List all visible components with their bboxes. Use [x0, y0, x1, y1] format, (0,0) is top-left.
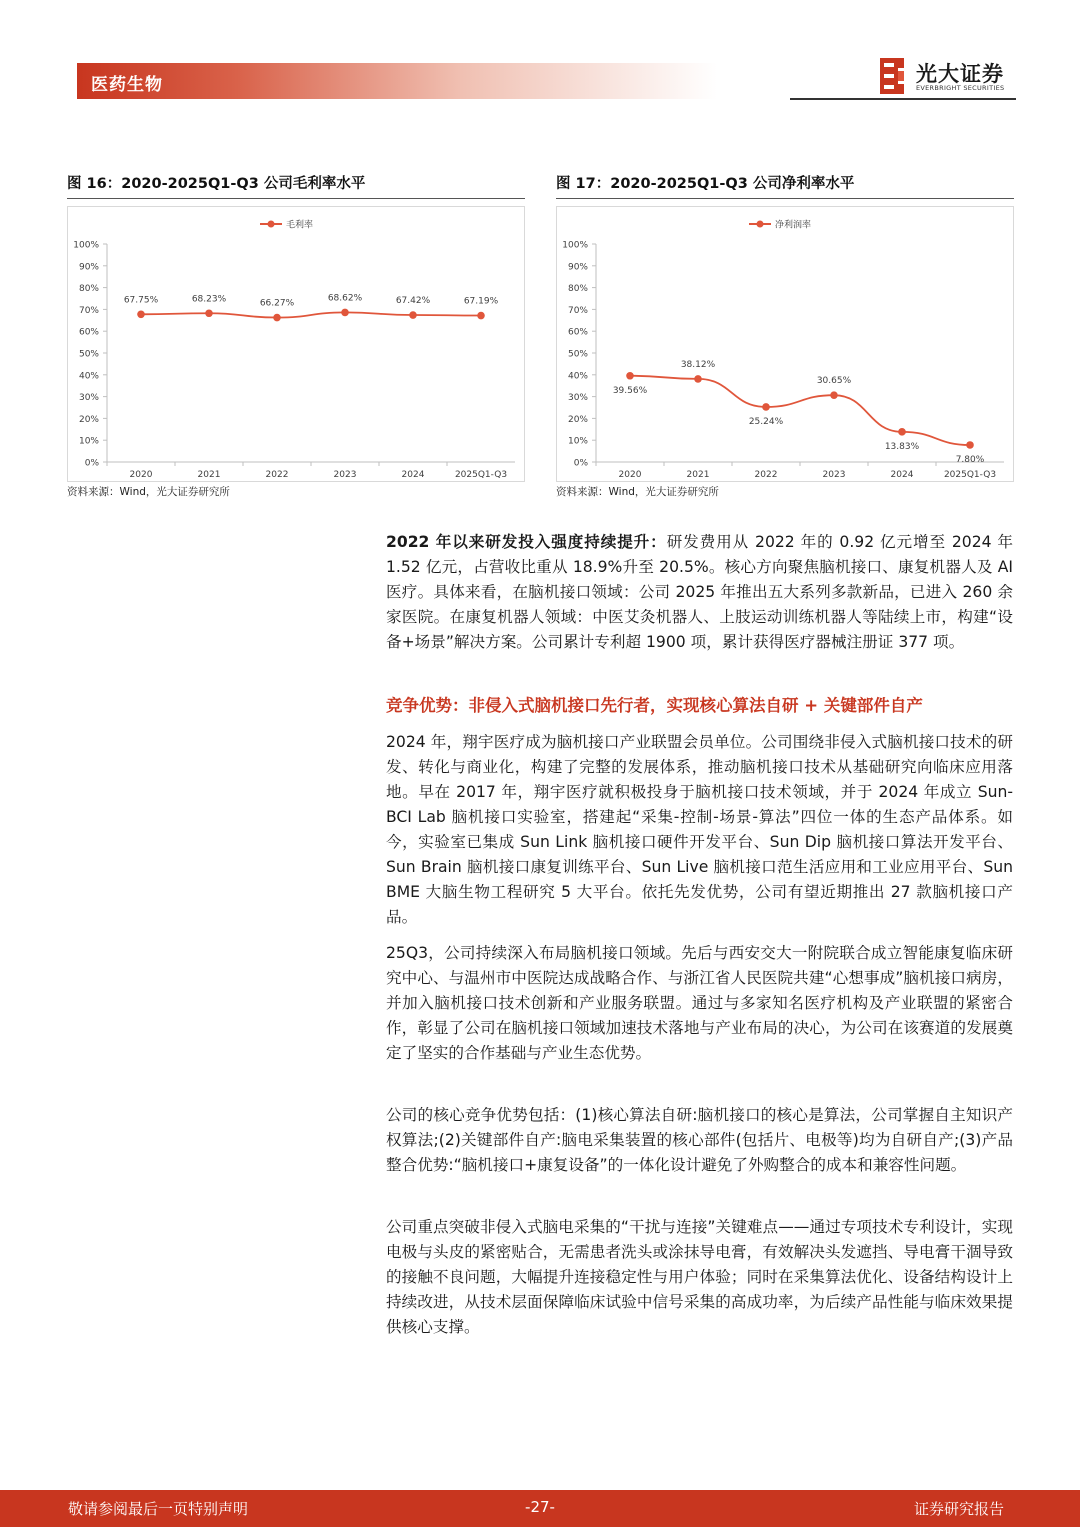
data-label: 7.80%: [955, 454, 985, 465]
data-point: [898, 428, 906, 436]
data-point: [830, 391, 838, 399]
data-label: 66.27%: [259, 298, 295, 309]
y-tick-label: 70%: [78, 305, 99, 316]
y-tick-label: 0%: [84, 458, 99, 469]
net-margin-chart: [556, 206, 1014, 482]
x-tick-label: 2023: [333, 470, 357, 480]
data-point: [205, 309, 213, 317]
y-tick-label: 40%: [78, 371, 99, 382]
x-tick-label: 2022: [754, 470, 778, 480]
legend-marker: [757, 221, 764, 228]
y-tick-label: 40%: [567, 371, 588, 382]
paragraph-bci-history-text: 2024 年，翔宇医疗成为脑机接口产业联盟会员单位。公司围绕非侵入式脑机接口技术的研发、转化与商业化，构建了完整的发展体系，推动脑机接口技术从基础研究向临床应用落地。早在 2017 年，翔宇医疗就积极投身于脑机接口技术领域，并于 2024 年成立 Sun-BCI Lab 脑机接口实验室，搭建起“采集-控制-场景-算法”四位一体的生态产品体系。如今，实验室已集成 Sun Link 脑机接口硬件开发平台、Sun Dip 脑机接口算法开发平台、Sun Brain 脑机接口康复训练平台、Sun Live 脑机接口范生活应用和工业应用平台、Sun BME 大脑生物工程研究 5 大平台。依托先发优势，公司有望近期推出 27 款脑机接口产品。: [386, 733, 1013, 926]
figure-17-source: 资料来源：Wind，光大证券研究所: [556, 486, 719, 498]
x-tick-label: 2023: [822, 470, 846, 480]
paragraph-rd-text: 研发费用从 2022 年的 0.92 亿元增至 2024 年 1.52 亿元，占营收比重从 18.9%升至 20.5%。核心方向聚焦脑机接口、康复机器人及 AI 医疗。具体来看，在脑机接口领域：公司 2025 年推出五大系列多款新品，已进入 260 余家医院。在康复机器人领域：中医艾灸机器人、上肢运动训练机器人等陆续上市，构建“设备+场景”解决方案。公司累计专利超 1900 项，累计获得医疗器械注册证 377 项。: [386, 533, 1013, 651]
data-point: [477, 312, 485, 320]
x-tick-label: 2022: [265, 470, 289, 480]
x-tick-label: 2024: [890, 470, 914, 480]
gross-margin-chart: [67, 206, 525, 482]
section-heading-competitive-advantage: 竞争优势：非侵入式脑机接口先行者，实现核心算法自研 + 关键部件自产: [386, 696, 923, 715]
figure-17-title: 图 17：2020-2025Q1-Q3 公司净利率水平: [556, 170, 1014, 199]
data-point: [341, 309, 349, 317]
y-tick-label: 90%: [567, 262, 588, 273]
company-logo: [878, 56, 1018, 96]
y-tick-label: 20%: [567, 414, 588, 425]
legend-marker: [268, 221, 275, 228]
data-point: [694, 375, 702, 383]
data-label: 67.42%: [395, 296, 431, 307]
paragraph-rd-investment: [386, 530, 1013, 655]
y-tick-label: 10%: [78, 436, 99, 447]
y-tick-label: 90%: [78, 262, 99, 273]
footer-report-type: 证券研究报告: [913, 1500, 1004, 1518]
data-label: 67.19%: [463, 296, 499, 307]
y-tick-label: 0%: [573, 458, 588, 469]
paragraph-core-advantages-text: 公司的核心竞争优势包括：(1)核心算法自研:脑机接口的核心是算法，公司掌握自主知识产权算法;(2)关键部件自产:脑电采集装置的核心部件(包括片、电极等)均为自研自产;(3)产品整合优势:“脑机接口+康复设备”的一体化设计避免了外购整合的成本和兼容性问题。: [386, 1106, 1013, 1174]
section-banner: [77, 63, 717, 99]
x-tick-label: 2025Q1-Q3: [943, 470, 997, 480]
y-tick-label: 60%: [78, 327, 99, 338]
data-label: 38.12%: [680, 359, 716, 370]
data-point: [273, 314, 281, 322]
y-tick-label: 80%: [567, 284, 588, 295]
data-label: 67.75%: [123, 295, 159, 306]
data-label: 39.56%: [612, 385, 648, 396]
data-point: [409, 311, 417, 319]
header-divider: [790, 98, 1016, 100]
paragraph-eeg-breakthrough: [386, 1215, 1013, 1340]
logo-english-name: EVERBRIGHT SECURITIES: [916, 84, 1005, 92]
y-tick-label: 10%: [567, 436, 588, 447]
paragraph-core-advantages: [386, 1103, 1013, 1178]
data-label: 30.65%: [816, 376, 852, 387]
data-label: 68.23%: [191, 294, 227, 305]
figure-16-source: 资料来源：Wind，光大证券研究所: [67, 486, 230, 498]
everbright-logo-icon: [878, 58, 906, 94]
y-tick-label: 20%: [78, 414, 99, 425]
y-tick-label: 50%: [567, 349, 588, 360]
y-tick-label: 60%: [567, 327, 588, 338]
x-tick-label: 2021: [686, 470, 710, 480]
data-point: [626, 372, 634, 380]
data-label: 13.83%: [884, 441, 920, 452]
data-point: [966, 441, 974, 449]
y-tick-label: 30%: [78, 393, 99, 404]
data-label: 25.24%: [748, 416, 784, 427]
y-tick-label: 50%: [78, 349, 99, 360]
paragraph-25q3-layout: [386, 941, 1013, 1066]
figure-17: [556, 170, 1014, 498]
legend-label: 毛利率: [286, 220, 314, 231]
figure-16: [67, 170, 525, 498]
data-label: 68.62%: [327, 293, 363, 304]
y-tick-label: 70%: [567, 305, 588, 316]
section-title: 医药生物: [91, 75, 163, 95]
figure-16-title: 图 16：2020-2025Q1-Q3 公司毛利率水平: [67, 170, 525, 199]
page-footer: [0, 1490, 1080, 1527]
paragraph-eeg-breakthrough-text: 公司重点突破非侵入式脑电采集的“干扰与连接”关键难点——通过专项技术专利设计，实现电极与头皮的紧密贴合，无需患者洗头或涂抹导电膏，有效解决头发遮挡、导电膏干涸导致的接触不良问题，大幅提升连接稳定性与用户体验；同时在采集算法优化、设备结构设计上持续改进，从技术层面保障临床试验中信号采集的高成功率，为后续产品性能与临床效果提供核心支撑。: [386, 1218, 1013, 1336]
y-tick-label: 80%: [78, 284, 99, 295]
paragraph-rd-heading: 2022 年以来研发投入强度持续提升：: [386, 533, 667, 551]
logo-chinese-name: 光大证券: [916, 62, 1004, 86]
paragraph-25q3-layout-text: 25Q3，公司持续深入布局脑机接口领域。先后与西安交大一附院联合成立智能康复临床研究中心、与温州市中医院达成战略合作、与浙江省人民医院共建“心想事成”脑机接口病房，并加入脑机接口技术创新和产业服务联盟。通过与多家知名医疗机构及产业联盟的紧密合作，彰显了公司在脑机接口领域加速技术落地与产业布局的决心，为公司在该赛道的发展奠定了坚实的合作基础与产业生态优势。: [386, 944, 1013, 1062]
paragraph-bci-history: [386, 730, 1013, 930]
x-tick-label: 2025Q1-Q3: [454, 470, 508, 480]
data-point: [137, 311, 145, 319]
data-point: [762, 403, 770, 411]
x-tick-label: 2021: [197, 470, 221, 480]
y-tick-label: 100%: [562, 240, 588, 251]
y-tick-label: 100%: [73, 240, 99, 251]
x-tick-label: 2020: [129, 470, 153, 480]
footer-disclaimer-link[interactable]: 敬请参阅最后一页特别声明: [68, 1500, 249, 1518]
x-tick-label: 2020: [618, 470, 642, 480]
x-tick-label: 2024: [401, 470, 425, 480]
legend-label: 净利润率: [775, 220, 812, 231]
page-number: -27-: [525, 1498, 555, 1516]
y-tick-label: 30%: [567, 393, 588, 404]
